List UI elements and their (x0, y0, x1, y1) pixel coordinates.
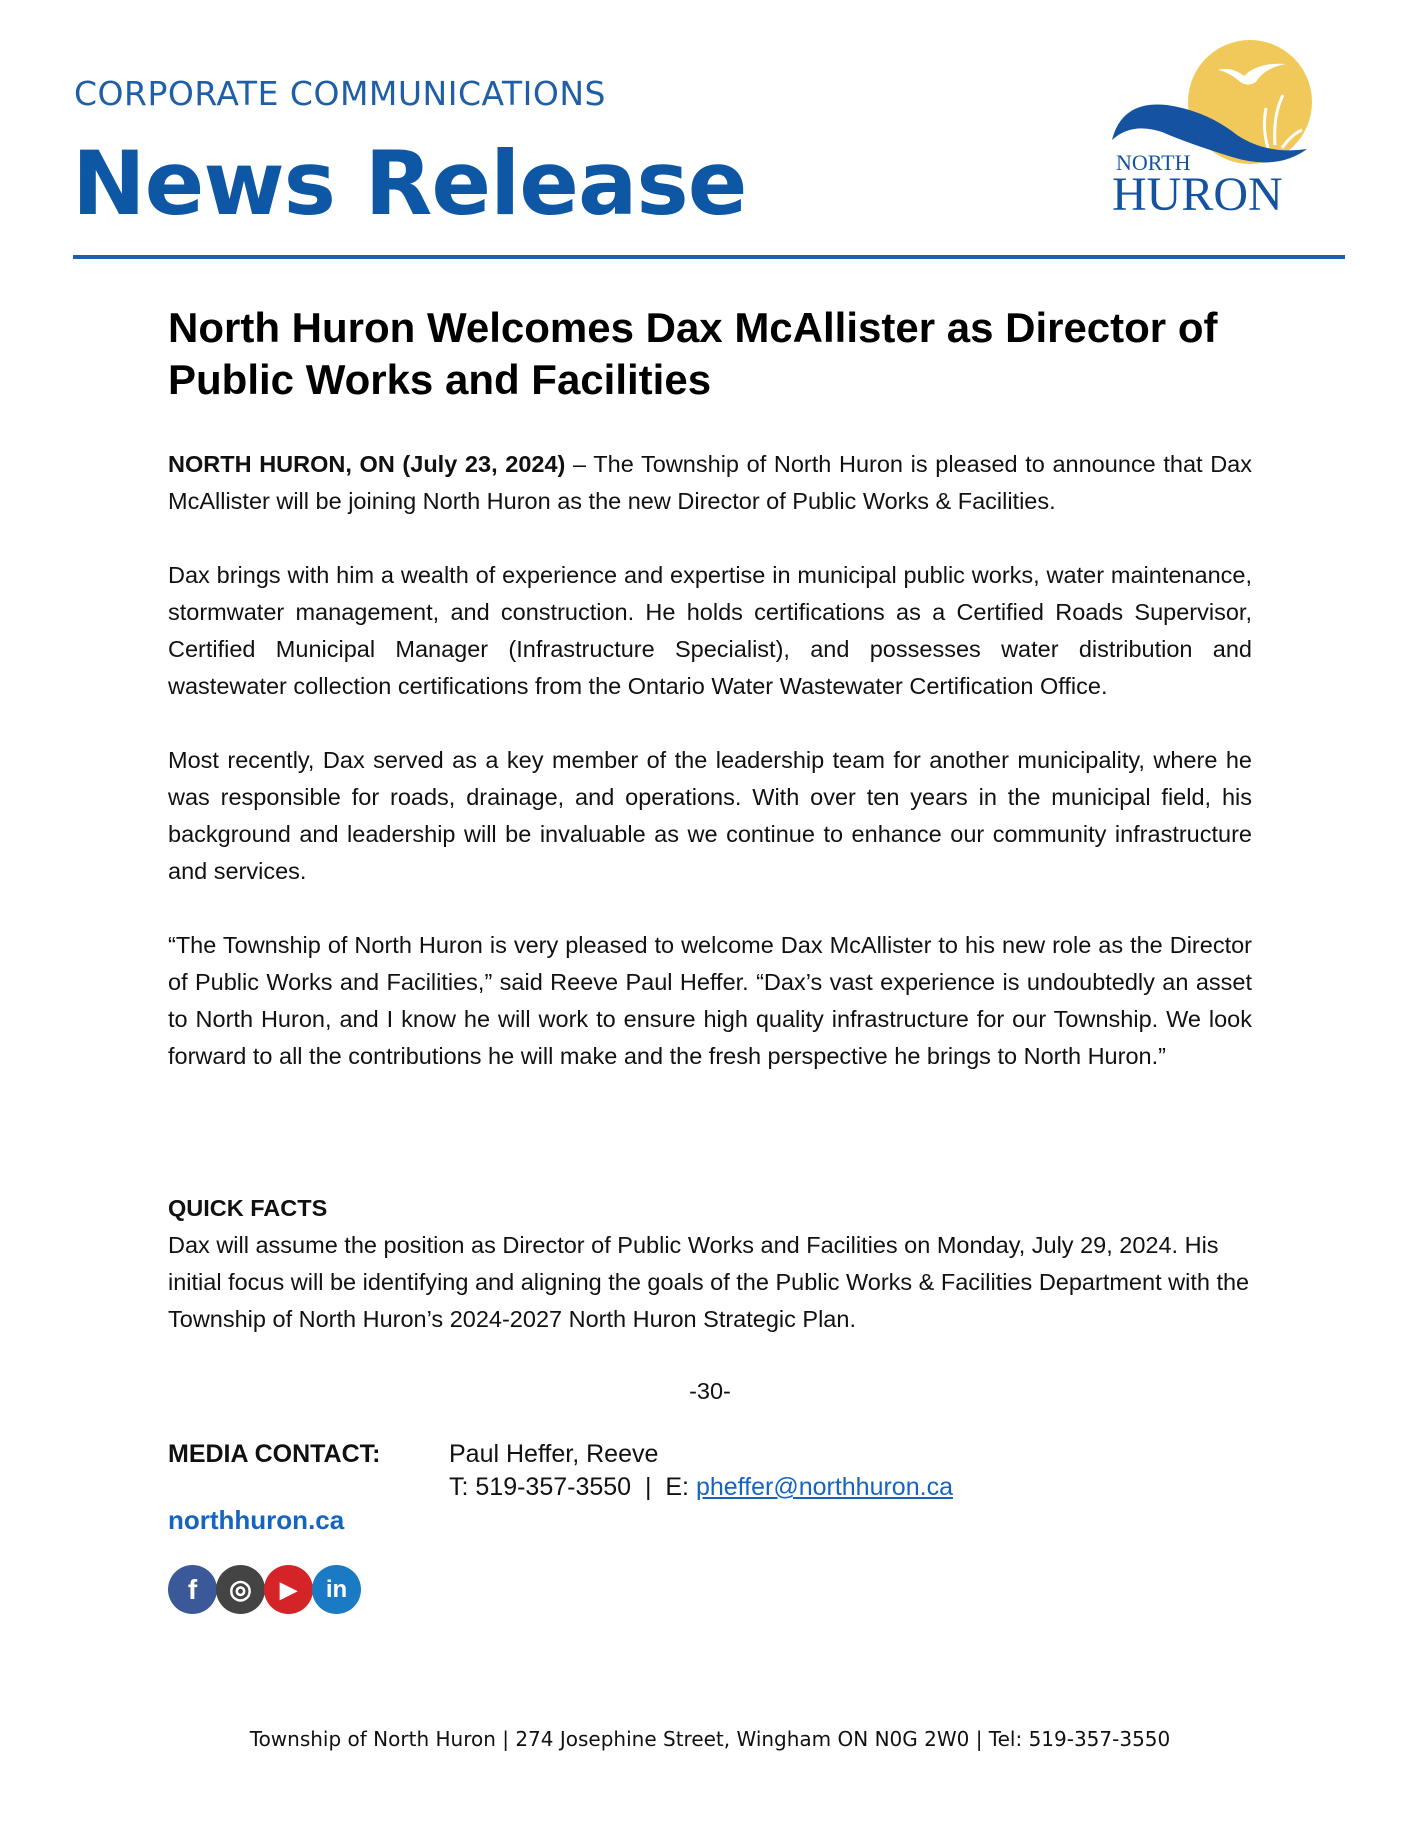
social-links (168, 1565, 360, 1614)
document-type-title: News Release (72, 132, 747, 235)
quick-facts-heading: QUICK FACTS (168, 1195, 328, 1221)
website-link[interactable]: northhuron.ca (168, 1505, 345, 1535)
media-contact-label: MEDIA CONTACT: (168, 1440, 381, 1468)
contact-details (449, 1473, 953, 1502)
paragraph-experience: Dax brings with him a wealth of experience and expertise in municipal public works, water maintenance, stormwater management, and construction. He holds certifications as a Certified Roads Supervisor, Certified Municipal Manager (Infrastructure Specialist), and possesses water distribution and wastewater collection certifications from the Ontario Water Wastewater Certification Office. (168, 562, 1252, 699)
headline: North Huron Welcomes Dax McAllister as Director of Public Works and Facilities (168, 304, 1218, 403)
linkedin-icon[interactable]: in (312, 1565, 361, 1614)
instagram-icon[interactable]: ◎ (216, 1565, 265, 1614)
contact-email-link[interactable]: pheffer@northhuron.ca (695, 1473, 953, 1501)
end-mark: -30- (689, 1378, 731, 1404)
header-divider (73, 255, 1345, 259)
facebook-icon[interactable]: f (168, 1565, 217, 1614)
youtube-icon[interactable]: ▶ (264, 1565, 313, 1614)
north-huron-logo (1100, 30, 1320, 220)
footer-address: Township of North Huron | 274 Josephine Street, Wingham ON N0G 2W0 | Tel: 519-357-3550 (249, 1727, 1171, 1751)
logo-text-north: NORTH (1116, 150, 1191, 175)
intro-text: – The Township of North Huron is pleased to announce that Dax McAllister will be joining North Huron as the new Director of Public Works & Facilities. (168, 451, 1252, 514)
release-body (168, 446, 1252, 1112)
quick-facts-text: Dax will assume the position as Director of Public Works and Facilities on Monday, July 29, 2024. His initial focus will be identifying and aligning the goals of the Public Works & Facilities Department with the Township of North Huron’s 2024-2027 North Huron Strategic Plan. (168, 1232, 1250, 1332)
contact-name: Paul Heffer, Reeve (449, 1440, 659, 1468)
contact-phone: T: 519-357-3550 | E: (449, 1473, 696, 1501)
paragraph-quote: “The Township of North Huron is very pleased to welcome Dax McAllister to his new role as the Director of Public Works and Facilities,” said Reeve Paul Heffer. “Dax’s vast experience is undoubtedly an asset to North Huron, and I know he will work to ensure high quality infrastructure for our Township. We look forward to all the contributions he will make and the fresh perspective he brings to North Huron.” (168, 932, 1252, 1069)
logo-text-huron: HURON (1112, 168, 1283, 220)
dateline: NORTH HURON, ON (July 23, 2024) (168, 451, 566, 477)
paragraph-background: Most recently, Dax served as a key member of the leadership team for another municipality, where he was responsible for roads, drainage, and operations. With over ten years in the municipal field, his background and leadership will be invaluable as we continue to enhance our community infrastructure and services. (168, 747, 1252, 884)
department-label: CORPORATE COMMUNICATIONS (74, 74, 607, 113)
paragraph-intro (168, 446, 1252, 520)
